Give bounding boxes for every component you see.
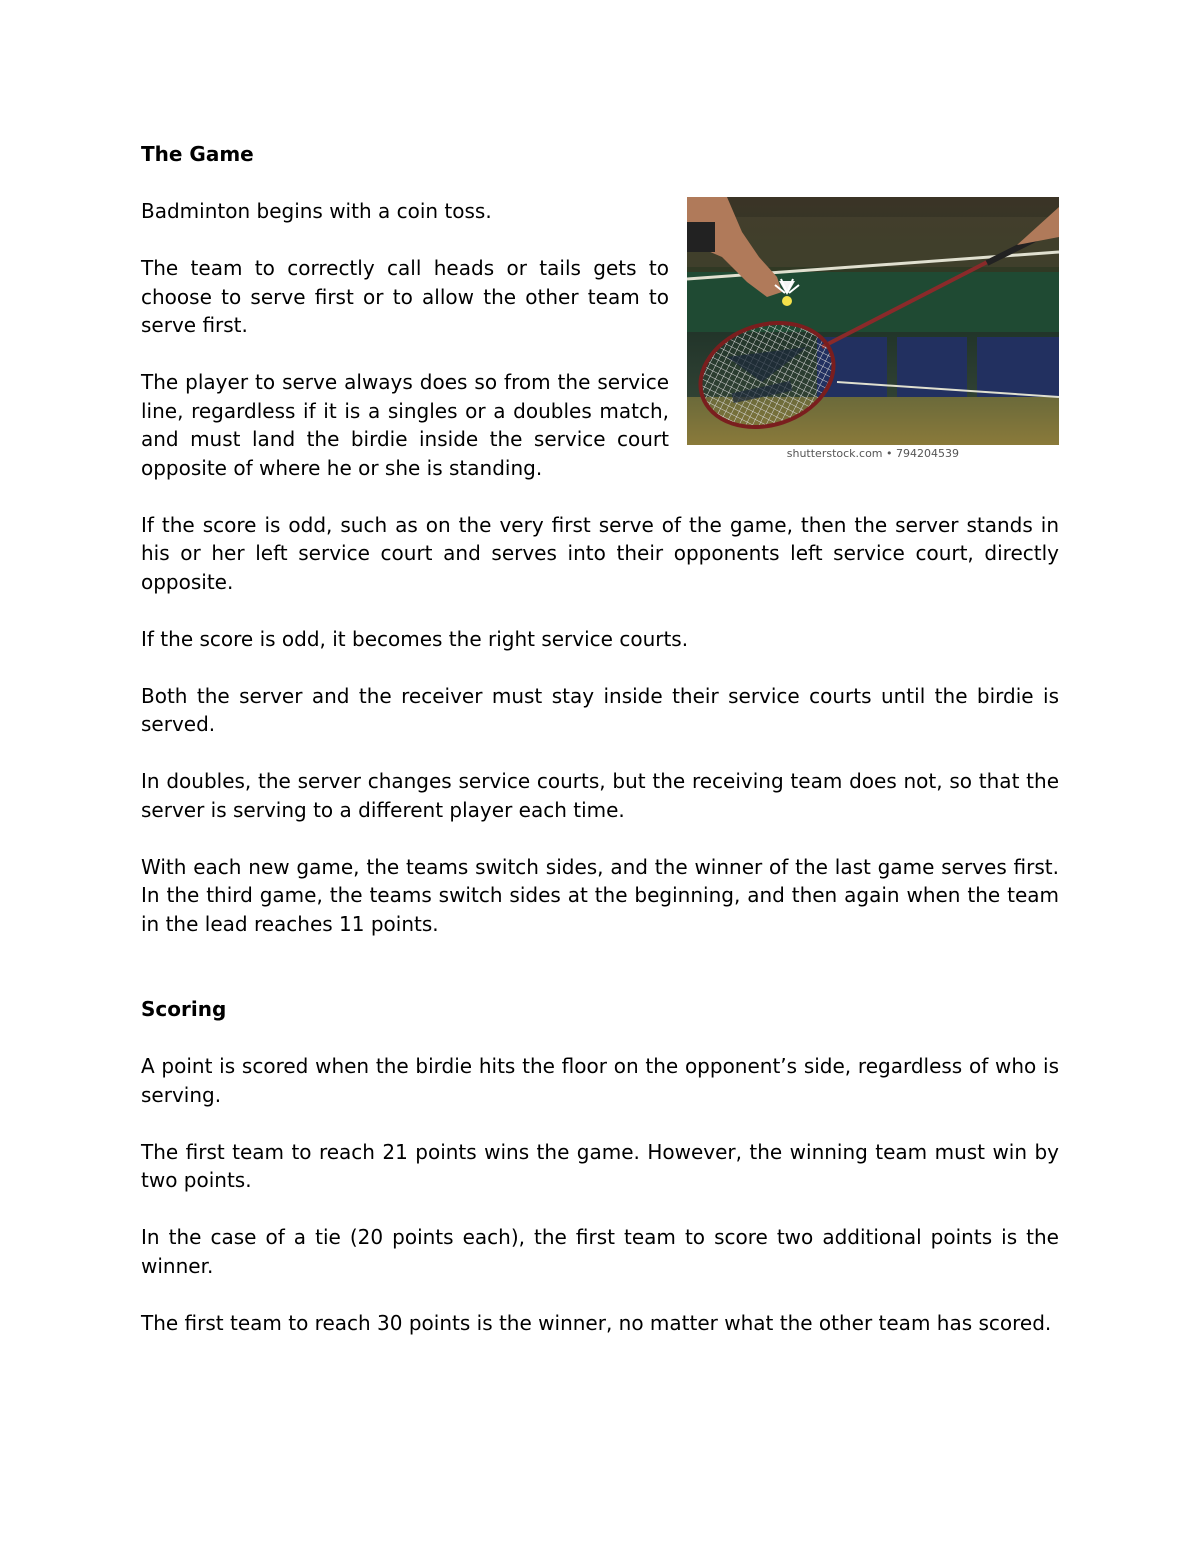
paragraph: With each new game, the teams switch sides, and the winner of the last game serves first. In the third game, the teams switch sides at the beginning, and then again when the team in the lead reaches 11 points. <box>141 854 1059 936</box>
section-heading-the-game: The Game <box>141 142 254 166</box>
paragraph: If the score is odd, it becomes the right service courts. <box>141 626 689 651</box>
section-spacer <box>141 967 1059 996</box>
paragraph: In the case of a tie (20 points each), the first team to score two additional points is the winner. <box>141 1225 1059 1278</box>
document-body <box>141 140 1059 1366</box>
photo-credit: shutterstock.com • 794204539 <box>786 447 959 460</box>
paragraph: In doubles, the server changes service courts, but the receiving team does not, so that the server is serving to a different player each time. <box>141 769 1059 822</box>
paragraph: If the score is odd, such as on the very first serve of the game, then the server stands in his or her left service court and serves into their opponents left service court, directly opposite. <box>141 512 1059 594</box>
section-heading-scoring: Scoring <box>141 997 227 1021</box>
paragraph: Badminton begins with a coin toss. <box>141 199 492 223</box>
paragraph: The first team to reach 21 points wins the game. However, the winning team must win by two points. <box>141 1139 1059 1192</box>
badminton-photo-figure <box>687 197 1059 461</box>
paragraph: The player to serve always does so from the service line, regardless if it is a singles or a doubles match, and must land the birdie inside the service court opposite of where he or she is standing. <box>141 370 669 480</box>
paragraph: The first team to reach 30 points is the winner, no matter what the other team has scored. <box>141 1310 1052 1335</box>
paragraph: A point is scored when the birdie hits the floor on the opponent’s side, regardless of who is serving. <box>141 1054 1059 1107</box>
paragraph: The team to correctly call heads or tails gets to choose to serve first or to allow the other team to serve first. <box>141 256 669 337</box>
paragraph: Both the server and the receiver must stay inside their service courts until the birdie is served. <box>141 683 1059 736</box>
badminton-racket-shuttlecock-photo <box>687 197 1059 445</box>
